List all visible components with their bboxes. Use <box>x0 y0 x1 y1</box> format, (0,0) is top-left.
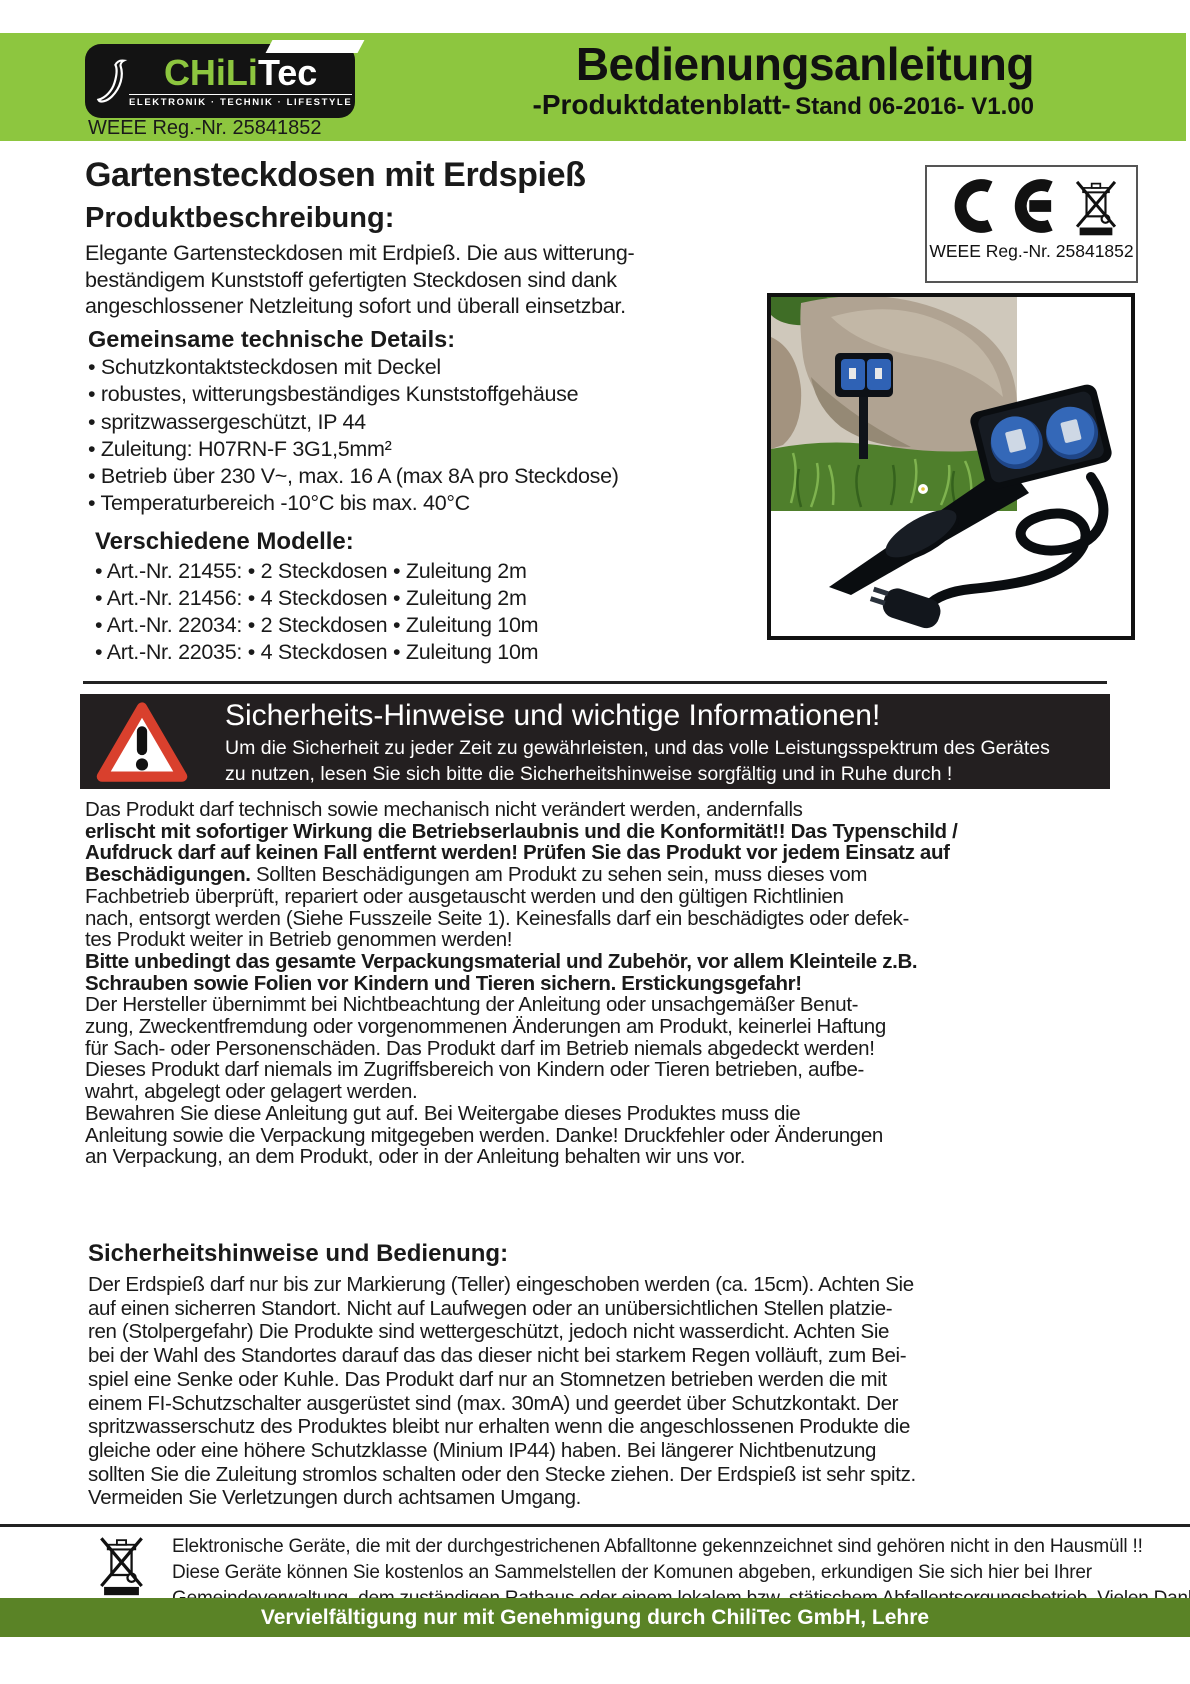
usage-text-line: bei der Wahl des Standortes darauf das das dieser nicht bei starkem Regen volläuft, zum Bei- <box>88 1344 907 1368</box>
usage-text-line: auf einen sicherren Standort. Nicht auf Laufwegen oder an unübersichtlichen Stellen platzie- <box>88 1296 893 1320</box>
weee-bin-icon <box>93 1531 150 1597</box>
usage-heading: Sicherheitshinweise und Bedienung: <box>88 1240 509 1267</box>
safety-text-line: Fachbetrieb überprüft, repariert oder ausgetauscht werden und den gültigen Richtlinien <box>85 884 844 908</box>
banner-subtitle <box>225 736 1050 787</box>
banner-title: Sicherheits-Hinweise und wichtige Informationen! <box>225 699 881 732</box>
usage-text-line: spiel eine Senke oder Kuhle. Das Produkt darf nur an Stomnetzen betrieben werden die mit <box>88 1367 887 1391</box>
banner-subtitle-line: zu nutzen, lesen Sie sich bitte die Sicherheitshinweise sorgfältig und in Ruhe durch ! <box>225 762 953 785</box>
usage-text-line: ren (Stolpergefahr) Die Produkte sind wettergeschützt, jedoch nicht wasserdicht. Achten Sie <box>88 1320 890 1344</box>
model-item: • Art.-Nr. 21456: • 4 Steckdosen • Zuleitung 2m <box>95 585 538 612</box>
detail-item: • Schutzkontaktsteckdosen mit Deckel <box>88 354 619 381</box>
description-line: angeschlossener Netzleitung sofort und überall einsetzbar. <box>85 294 626 318</box>
header-weee-number: WEEE Reg.-Nr. 25841852 <box>88 117 322 139</box>
details-heading: Gemeinsame technische Details: <box>88 326 456 352</box>
banner-texts <box>225 698 1050 787</box>
safety-text-line: Der Hersteller übernimmt bei Nichtbeachtung der Anleitung oder unsachgemäßer Benut- <box>85 993 859 1017</box>
page-title: Gartensteckdosen mit Erdspieß <box>85 156 586 194</box>
models-list <box>95 558 538 666</box>
description-text <box>85 240 634 320</box>
detail-item: • robustes, witterungsbeständiges Kunststoffgehäuse <box>88 381 619 408</box>
safety-text-line: zung, Zweckentfremdung oder vorgenommenen Änderungen am Produkt, keinerlei Haftung <box>85 1015 886 1039</box>
header-titles <box>533 38 1034 125</box>
chili-pepper-icon <box>95 55 129 107</box>
safety-text-line: Schrauben sowie Folien vor Kindern und Tieren sichern. Erstickungsgefahr! <box>85 971 802 995</box>
safety-text-line: für Sach- oder Personenschäden. Das Produkt darf im Betrieb niemals abgedeckt werden! <box>85 1036 875 1060</box>
logo-text <box>129 51 353 108</box>
usage-text-line: gleiche oder eine höhere Schutzklasse (Minium IP44) haben. Bei längerer Nichtbenutzung <box>88 1438 877 1462</box>
garden-socket-illustration <box>771 297 1131 636</box>
footer-divider <box>0 1524 1190 1527</box>
logo-wordmark <box>163 51 318 93</box>
document-title: Bedienungsanleitung <box>575 38 1034 90</box>
product-photo <box>767 293 1135 640</box>
header-band <box>0 33 1186 141</box>
safety-text-line: wahrt, abgelegt oder gelagert werden. <box>85 1080 418 1104</box>
safety-text-line: Anleitung sowie die Verpackung mitgegeben werden. Danke! Druckfehler oder Änderungen <box>85 1123 883 1147</box>
safety-banner <box>80 694 1110 789</box>
subtitle-version: Stand 06-2016- V1.00 <box>795 93 1034 120</box>
model-item: • Art.-Nr. 22034: • 2 Steckdosen • Zuleitung 10m <box>95 612 538 639</box>
safety-text-line: Dieses Produkt darf niemals im Zugriffsbereich von Kindern oder Tieren betrieben, aufbe- <box>85 1058 864 1082</box>
description-line: beständigem Kunststoff gefertigten Steckdosen sind dank <box>85 267 617 292</box>
usage-text-line: Vermeiden Sie Verletzungen durch achtsamen Umgang. <box>88 1486 582 1510</box>
copyright-text: Vervielfältigung nur mit Genehmigung durch ChiliTec GmbH, Lehre <box>260 1605 930 1629</box>
safety-text-line: an Verpackung, an dem Produkt, oder in der Anleitung behalten wir uns vor. <box>85 1145 746 1169</box>
disposal-note-line: Diese Geräte können Sie kostenlos an Sammelstellen der Komunen abgeben, erkundigen Sie sich hier bei Ihrer <box>172 1561 1092 1583</box>
detail-item: • spritzwassergeschützt, IP 44 <box>88 409 619 436</box>
chilitec-logo <box>85 44 355 118</box>
usage-text-line: Der Erdspieß darf nur bis zur Markierung (Teller) eingeschoben werden (ca. 15cm). Achten Sie <box>88 1273 914 1296</box>
section-divider <box>83 681 1107 684</box>
safety-text-line: tes Produkt weiter in Betrieb genommen werden! <box>85 928 513 952</box>
ce-mark-icon <box>942 175 1060 237</box>
ce-weee-box <box>925 165 1138 283</box>
description-heading: Produktbeschreibung: <box>85 202 395 234</box>
copyright-bar <box>0 1598 1190 1637</box>
safety-text-line: Aufdruck darf auf keinen Fall entfernt werden! Prüfen Sie das Produkt vor jedem Einsatz auf <box>85 841 950 865</box>
safety-text-line: erlischt mit sofortiger Wirkung die Betriebserlaubnis und die Konformität!! Das Typenschild / <box>85 819 958 843</box>
safety-text-line: nach, entsorgt werden (Siehe Fusszeile Seite 1). Keinesfalls darf ein beschädigtes oder defek- <box>85 906 910 930</box>
subtitle-datasheet: -Produktdatenblatt- <box>532 89 791 120</box>
usage-text-line: spritzwasserschutz des Produktes bleibt nur erhalten wenn die angeschlossenen Produkte die <box>88 1415 911 1439</box>
detail-item: • Temperaturbereich -10°C bis max. 40°C <box>88 490 619 517</box>
detail-item: • Betrieb über 230 V~, max. 16 A (max 8A pro Steckdose) <box>88 463 619 490</box>
ce-weee-number: WEEE Reg.-Nr. 25841852 <box>929 241 1134 261</box>
usage-text-line: sollten Sie die Zuleitung stromlos schalten oder den Stecke ziehen. Der Erdspieß ist sehr spitz. <box>88 1462 916 1486</box>
details-list <box>88 354 619 518</box>
banner-subtitle-line: Um die Sicherheit zu jeder Zeit zu gewährleisten, und das volle Leistungsspektrum des Gerätes <box>225 737 1050 759</box>
detail-item: • Zuleitung: H07RN-F 3G1,5mm² <box>88 436 619 463</box>
safety-text-line: Bewahren Sie diese Anleitung gut auf. Bei Weitergabe dieses Produktes muss die <box>85 1101 801 1125</box>
model-item: • Art.-Nr. 21455: • 2 Steckdosen • Zuleitung 2m <box>95 558 538 585</box>
logo-word-chili: CHiLi <box>163 51 258 93</box>
safety-text-line: Bitte unbedingt das gesamte Verpackungsmaterial und Zubehör, vor allem Kleinteile z.B. <box>85 949 918 973</box>
usage-text-line: einem FI-Schutzschalter ausgerüstet sind (max. 30mA) und geerdet über Schutzkontakt. Der <box>88 1391 899 1415</box>
usage-text <box>88 1273 916 1510</box>
disposal-note-line: Elektronische Geräte, die mit der durchgestrichenen Abfalltonne gekennzeichnet sind gehören nicht in den Hausmüll !! <box>172 1536 1143 1557</box>
description-line: Elegante Gartensteckdosen mit Erdpieß. Die aus witterung- <box>85 241 635 265</box>
models-heading: Verschiedene Modelle: <box>95 528 354 555</box>
ce-icons-row <box>942 175 1122 237</box>
logo-tagline: ELEKTRONIK · TECHNIK · LIFESTYLE <box>129 94 352 108</box>
weee-bin-icon <box>1070 175 1122 237</box>
logo-word-tec: Tec <box>257 51 318 93</box>
model-item: • Art.-Nr. 22035: • 4 Steckdosen • Zuleitung 10m <box>95 639 538 666</box>
safety-text-line: Beschädigungen. Sollten Beschädigungen am Produkt zu sehen sein, muss dieses vom <box>85 863 868 887</box>
safety-text-line: Das Produkt darf technisch sowie mechanisch nicht verändert werden, andernfalls <box>85 798 803 821</box>
safety-text <box>85 799 957 1168</box>
document-subtitle <box>533 90 1034 125</box>
warning-triangle-icon <box>94 701 190 785</box>
